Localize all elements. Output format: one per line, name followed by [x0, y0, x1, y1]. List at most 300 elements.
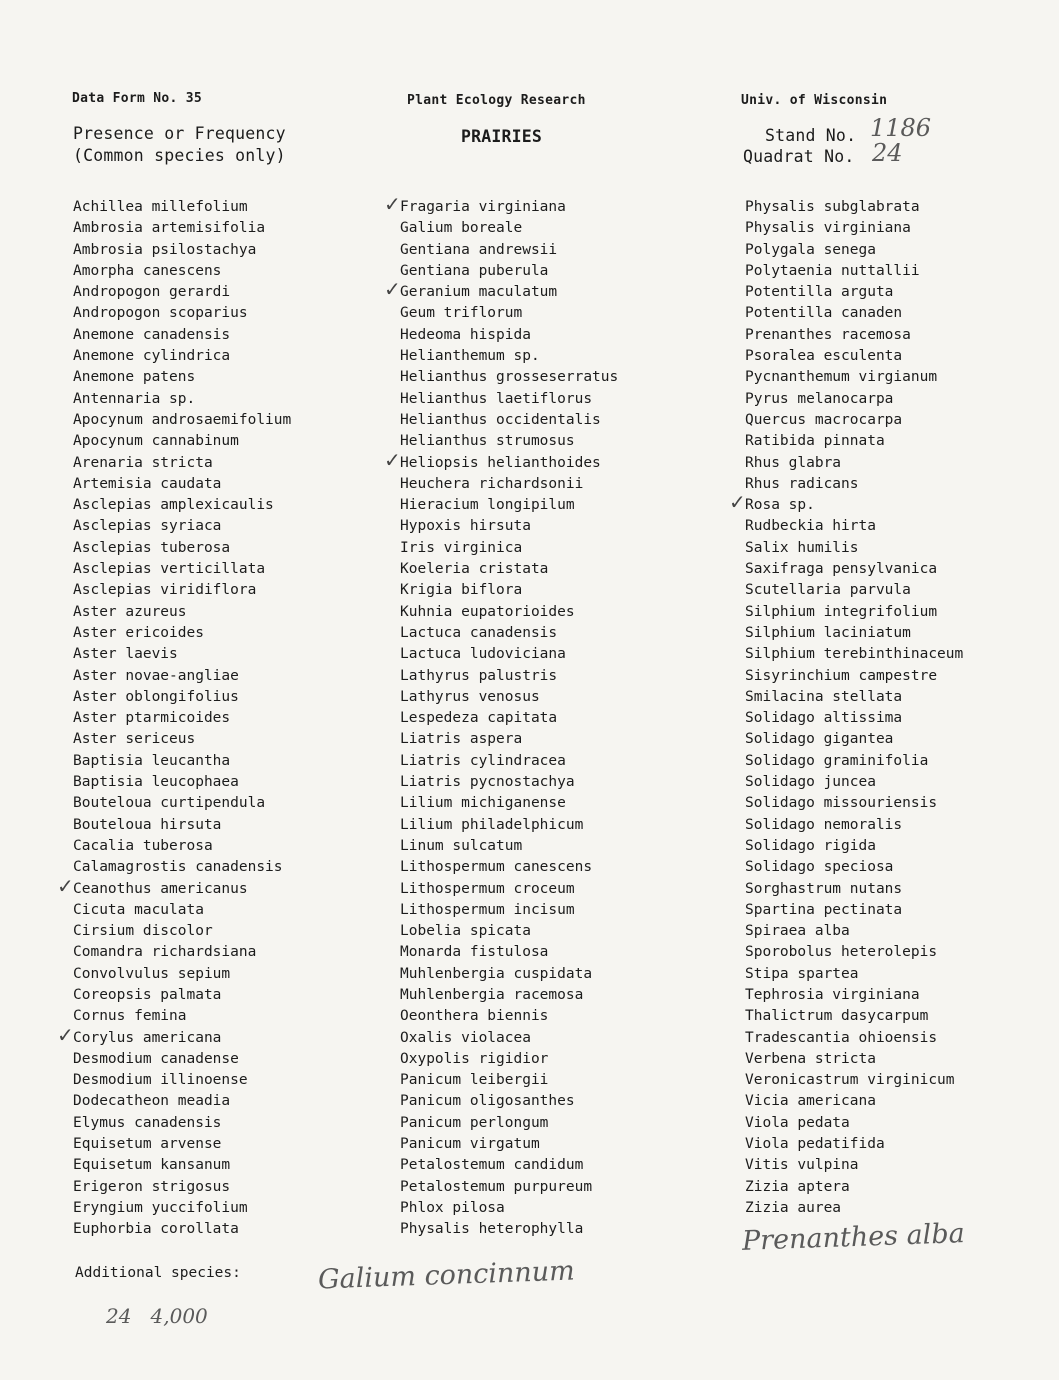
- species-item: [73, 964, 291, 985]
- species-item: [745, 346, 963, 367]
- species-item: [400, 346, 618, 367]
- species-name: Convolvulus sepium: [73, 965, 231, 982]
- species-name: Calamagrostis canadensis: [73, 859, 283, 876]
- species-name: Galium boreale: [400, 220, 523, 237]
- species-item: [400, 1091, 618, 1112]
- species-name: Phlox pilosa: [400, 1199, 505, 1216]
- species-name: Asclepias verticillata: [73, 561, 266, 578]
- species-name: Gentiana puberula: [400, 262, 549, 279]
- species-item: [400, 410, 618, 431]
- species-item: [73, 836, 291, 857]
- species-item: [400, 559, 618, 580]
- page-title: PRAIRIES: [461, 127, 543, 146]
- species-name: Aster azureus: [73, 603, 187, 620]
- species-name: Helianthus laetiflorus: [400, 390, 593, 407]
- species-name: Verbena stricta: [745, 1050, 876, 1067]
- species-name: Helianthus strumosus: [400, 433, 575, 450]
- species-name: Potentilla arguta: [745, 284, 894, 301]
- species-name: Fragaria virginiana: [400, 199, 566, 215]
- species-item: [400, 942, 618, 963]
- species-item: [400, 516, 618, 537]
- species-name: Lathyrus venosus: [400, 688, 540, 705]
- species-name: Aster sericeus: [73, 731, 196, 748]
- species-item: [73, 282, 291, 303]
- species-name: Apocynum cannabinum: [73, 433, 239, 450]
- species-name: Prenanthes racemosa: [745, 326, 911, 343]
- species-name: Asclepias viridiflora: [73, 582, 257, 599]
- species-name: Helianthus occidentalis: [400, 411, 601, 428]
- species-item: [745, 644, 963, 665]
- species-item: [73, 1049, 291, 1070]
- species-item: [400, 921, 618, 942]
- species-item: [400, 1049, 618, 1070]
- species-item: [73, 729, 291, 750]
- species-item: [400, 538, 618, 559]
- species-item: [73, 1006, 291, 1027]
- species-item: [400, 1028, 618, 1049]
- species-name: Ratibida pinnata: [745, 433, 885, 450]
- species-item: [73, 495, 291, 516]
- species-item: [400, 431, 618, 452]
- species-name: Petalostemum candidum: [400, 1157, 584, 1174]
- species-name: Solidago speciosa: [745, 859, 894, 876]
- check-mark-icon: ✓: [384, 447, 401, 472]
- species-item: [73, 580, 291, 601]
- species-name: Liatris pycnostachya: [400, 774, 575, 791]
- species-name: Sorghastrum nutans: [745, 880, 903, 897]
- species-name: Oxypolis rigidior: [400, 1050, 549, 1067]
- species-item: [73, 389, 291, 410]
- species-name: Solidago graminifolia: [745, 752, 929, 769]
- species-name: Comandra richardsiana: [73, 944, 257, 961]
- species-name: Anemone cylindrica: [73, 348, 231, 365]
- species-name: Solidago rigida: [745, 837, 876, 854]
- handwritten-footnote: 24 4,000: [106, 1304, 208, 1328]
- species-name: Stipa spartea: [745, 965, 859, 982]
- species-item: [745, 240, 963, 261]
- species-item: [73, 623, 291, 644]
- species-name: Vitis vulpina: [745, 1157, 859, 1174]
- species-item: [73, 410, 291, 431]
- species-name: Hypoxis hirsuta: [400, 518, 531, 535]
- species-name: Solidago gigantea: [745, 731, 894, 748]
- species-item: [73, 602, 291, 623]
- species-item: [745, 559, 963, 580]
- species-item: [745, 921, 963, 942]
- species-item: [745, 538, 963, 559]
- species-name: Aster ericoides: [73, 624, 204, 641]
- handwritten-prenanthes-alba: Prenanthes alba: [741, 1218, 966, 1257]
- species-name: Physalis heterophylla: [400, 1221, 584, 1238]
- species-name: Spartina pectinata: [745, 901, 903, 918]
- species-item: [73, 346, 291, 367]
- species-name: Hedeoma hispida: [400, 326, 531, 343]
- species-item: [73, 1134, 291, 1155]
- species-item: [73, 1177, 291, 1198]
- species-item: [73, 1155, 291, 1176]
- presence-title: Presence or Frequency: [73, 124, 286, 143]
- species-column-1: [57, 197, 292, 1241]
- species-item: [73, 559, 291, 580]
- species-item: [400, 1134, 618, 1155]
- species-item: [745, 218, 963, 239]
- species-name: Dodecatheon meadia: [73, 1093, 231, 1110]
- species-item: [400, 772, 618, 793]
- species-item: [745, 772, 963, 793]
- species-item: [400, 1113, 618, 1134]
- species-name: Lilium michiganense: [400, 795, 566, 812]
- species-item: [745, 729, 963, 750]
- species-name: Quercus macrocarpa: [745, 411, 903, 428]
- species-item: [745, 453, 963, 474]
- species-item: [57, 1022, 291, 1049]
- species-item: [400, 495, 618, 516]
- species-item: [73, 474, 291, 495]
- species-item: [745, 942, 963, 963]
- species-item: [384, 277, 618, 303]
- species-name: Anemone patens: [73, 369, 196, 386]
- species-name: Zizia aurea: [745, 1199, 842, 1216]
- species-name: Saxifraga pensylvanica: [745, 561, 938, 578]
- species-name: Muhlenbergia racemosa: [400, 986, 584, 1003]
- species-item: [745, 1049, 963, 1070]
- species-name: Aster laevis: [73, 646, 178, 663]
- species-item: [400, 1198, 618, 1219]
- species-item: [400, 815, 618, 836]
- species-name: Viola pedata: [745, 1114, 850, 1131]
- species-name: Euphorbia corollata: [73, 1221, 239, 1238]
- species-item: [745, 666, 963, 687]
- species-item: [73, 687, 291, 708]
- species-name: Silphium terebinthinaceum: [745, 646, 964, 663]
- species-item: [400, 261, 618, 282]
- species-name: Solidago missouriensis: [745, 795, 938, 812]
- species-item: [745, 325, 963, 346]
- species-item: [73, 538, 291, 559]
- species-name: Polygala senega: [745, 241, 876, 258]
- species-item: [400, 1155, 618, 1176]
- species-item: [73, 453, 291, 474]
- species-name: Lathyrus palustris: [400, 667, 558, 684]
- species-name: Solidago altissima: [745, 710, 903, 727]
- species-name: Panicum leibergii: [400, 1072, 549, 1089]
- species-item: [73, 1113, 291, 1134]
- species-item: [400, 1219, 618, 1240]
- university-name: Univ. of Wisconsin: [741, 93, 888, 108]
- species-item: [73, 815, 291, 836]
- species-item: [400, 751, 618, 772]
- species-name: Solidago nemoralis: [745, 816, 903, 833]
- check-mark-icon: ✓: [729, 490, 746, 515]
- species-item: [73, 303, 291, 324]
- species-name: Equisetum arvense: [73, 1136, 222, 1153]
- species-column-3: [729, 197, 964, 1219]
- species-name: Lobelia spicata: [400, 923, 531, 940]
- species-name: Vicia americana: [745, 1093, 876, 1110]
- species-item: [400, 325, 618, 346]
- species-name: Tephrosia virginiana: [745, 986, 920, 1003]
- species-item: [73, 516, 291, 537]
- species-name: Corylus americana: [73, 1029, 222, 1046]
- species-name: Antennaria sp.: [73, 390, 196, 407]
- additional-species-label: Additional species:: [75, 1265, 241, 1281]
- species-name: Spiraea alba: [745, 923, 850, 940]
- species-item: [745, 1091, 963, 1112]
- species-name: Geum triflorum: [400, 305, 523, 322]
- species-name: Erigeron strigosus: [73, 1178, 231, 1195]
- species-item: [729, 490, 963, 516]
- species-name: Ambrosia artemisifolia: [73, 220, 266, 237]
- species-name: Lespedeza capitata: [400, 710, 558, 727]
- species-name: Lilium philadelphicum: [400, 816, 584, 833]
- species-name: Muhlenbergia cuspidata: [400, 965, 593, 982]
- quadrat-value: 24: [872, 139, 903, 167]
- species-item: [400, 836, 618, 857]
- species-name: Ceanothus americanus: [73, 880, 248, 897]
- species-item: [73, 942, 291, 963]
- species-item: [400, 1006, 618, 1027]
- species-name: Helianthus grosseserratus: [400, 369, 619, 386]
- species-name: Bouteloua hirsuta: [73, 816, 222, 833]
- species-item: [745, 261, 963, 282]
- check-mark-icon: ✓: [384, 192, 401, 216]
- species-name: Andropogon gerardi: [73, 284, 231, 301]
- species-name: Rudbeckia hirta: [745, 518, 876, 535]
- species-name: Zizia aptera: [745, 1178, 850, 1195]
- species-name: Rhus glabra: [745, 454, 842, 471]
- species-item: [745, 580, 963, 601]
- species-name: Panicum perlongum: [400, 1114, 549, 1131]
- species-name: Artemisia caudata: [73, 475, 222, 492]
- species-name: Desmodium illinoense: [73, 1072, 248, 1089]
- species-item: [73, 1219, 291, 1240]
- species-name: Apocynum androsaemifolium: [73, 411, 292, 428]
- species-item: [745, 1113, 963, 1134]
- species-item: [400, 303, 618, 324]
- species-item: [745, 431, 963, 452]
- handwritten-galium-concinnum: Galium concinnum: [317, 1255, 576, 1296]
- species-name: Salix humilis: [745, 539, 859, 556]
- species-name: Rhus radicans: [745, 475, 859, 492]
- species-name: Polytaenia nuttallii: [745, 262, 920, 279]
- species-item: [400, 240, 618, 261]
- form-number: Data Form No. 35: [72, 91, 203, 106]
- species-item: [745, 474, 963, 495]
- species-name: Coreopsis palmata: [73, 986, 222, 1003]
- species-name: Lactuca ludoviciana: [400, 646, 566, 663]
- species-item: [73, 921, 291, 942]
- species-item: [73, 793, 291, 814]
- species-name: Asclepias syriaca: [73, 518, 222, 535]
- species-name: Kuhnia eupatorioides: [400, 603, 575, 620]
- species-name: Oeonthera biennis: [400, 1008, 549, 1025]
- species-name: Liatris cylindracea: [400, 752, 566, 769]
- species-name: Cicuta maculata: [73, 901, 204, 918]
- species-item: [400, 729, 618, 750]
- species-name: Elymus canadensis: [73, 1114, 222, 1131]
- species-item: [745, 1006, 963, 1027]
- species-item: [400, 623, 618, 644]
- species-name: Physalis subglabrata: [745, 199, 920, 215]
- species-item: [745, 1028, 963, 1049]
- species-item: [745, 1177, 963, 1198]
- species-name: Pycnanthemum virgianum: [745, 369, 938, 386]
- species-item: [73, 708, 291, 729]
- species-name: Amorpha canescens: [73, 262, 222, 279]
- species-name: Scutellaria parvula: [745, 582, 911, 599]
- species-name: Panicum oligosanthes: [400, 1093, 575, 1110]
- species-item: [745, 1155, 963, 1176]
- check-mark-icon: ✓: [384, 277, 401, 302]
- species-item: [745, 857, 963, 878]
- species-item: [745, 367, 963, 388]
- check-mark-icon: ✓: [57, 873, 74, 898]
- species-item: [73, 900, 291, 921]
- species-item: [400, 708, 618, 729]
- species-item: [400, 644, 618, 665]
- species-item: [400, 580, 618, 601]
- species-name: Linum sulcatum: [400, 837, 523, 854]
- species-item: [384, 192, 618, 218]
- species-name: Anemone canadensis: [73, 326, 231, 343]
- species-name: Iris virginica: [400, 539, 523, 556]
- species-name: Viola pedatifida: [745, 1136, 885, 1153]
- species-name: Panicum virgatum: [400, 1136, 540, 1153]
- species-item: [73, 772, 291, 793]
- species-name: Ambrosia psilostachya: [73, 241, 257, 258]
- species-item: [400, 666, 618, 687]
- species-item: [400, 389, 618, 410]
- species-name: Silphium integrifolium: [745, 603, 938, 620]
- species-item: [745, 623, 963, 644]
- species-item: [745, 793, 963, 814]
- species-name: Cornus femina: [73, 1008, 187, 1025]
- species-item: [73, 367, 291, 388]
- species-item: [745, 815, 963, 836]
- species-item: [745, 985, 963, 1006]
- species-item: [745, 708, 963, 729]
- species-item: [73, 218, 291, 239]
- species-name: Veronicastrum virginicum: [745, 1072, 955, 1089]
- species-item: [73, 431, 291, 452]
- species-name: Smilacina stellata: [745, 688, 903, 705]
- species-item: [745, 516, 963, 537]
- species-name: Pyrus melanocarpa: [745, 390, 894, 407]
- species-item: [745, 836, 963, 857]
- species-item: [73, 644, 291, 665]
- species-name: Sisyrinchium campestre: [745, 667, 938, 684]
- species-item: [400, 857, 618, 878]
- species-name: Equisetum kansanum: [73, 1157, 231, 1174]
- species-name: Solidago juncea: [745, 774, 876, 791]
- species-name: Physalis virginiana: [745, 220, 911, 237]
- species-item: [745, 1134, 963, 1155]
- species-name: Baptisia leucophaea: [73, 774, 239, 791]
- species-name: Heuchera richardsonii: [400, 475, 584, 492]
- species-name: Asclepias amplexicaulis: [73, 497, 274, 514]
- species-name: Sporobolus heterolepis: [745, 944, 938, 961]
- species-item: [73, 325, 291, 346]
- species-name: Heliopsis helianthoides: [400, 454, 601, 471]
- species-item: [73, 985, 291, 1006]
- species-item: [400, 1070, 618, 1091]
- species-item: [745, 389, 963, 410]
- species-name: Koeleria cristata: [400, 561, 549, 578]
- species-item: [73, 751, 291, 772]
- species-item: [400, 367, 618, 388]
- species-name: Rosa sp.: [745, 497, 815, 514]
- species-item: [73, 240, 291, 261]
- species-item: [384, 447, 618, 474]
- species-item: [400, 879, 618, 900]
- species-item: [745, 282, 963, 303]
- species-name: Monarda fistulosa: [400, 944, 549, 961]
- species-name: Hieracium longipilum: [400, 497, 575, 514]
- species-name: Aster oblongifolius: [73, 688, 239, 705]
- species-item: [400, 793, 618, 814]
- species-item: [73, 197, 291, 218]
- species-name: Lithospermum incisum: [400, 901, 575, 918]
- species-item: [745, 197, 963, 218]
- species-item: [400, 218, 618, 239]
- species-name: Lactuca canadensis: [400, 624, 558, 641]
- species-item: [73, 261, 291, 282]
- species-item: [745, 687, 963, 708]
- species-name: Achillea millefolium: [73, 199, 248, 215]
- species-item: [745, 964, 963, 985]
- species-item: [400, 964, 618, 985]
- quadrat-label: Quadrat No.: [743, 147, 855, 166]
- species-name: Aster ptarmicoides: [73, 710, 231, 727]
- species-name: Arenaria stricta: [73, 454, 213, 471]
- species-item: [73, 1091, 291, 1112]
- species-item: [745, 900, 963, 921]
- species-name: Lithospermum croceum: [400, 880, 575, 897]
- species-name: Bouteloua curtipendula: [73, 795, 266, 812]
- species-name: Aster novae-angliae: [73, 667, 239, 684]
- lab-name: Plant Ecology Research: [407, 93, 586, 108]
- species-item: [400, 1177, 618, 1198]
- species-item: [400, 602, 618, 623]
- species-name: Krigia biflora: [400, 582, 523, 599]
- species-item: [400, 687, 618, 708]
- species-name: Cacalia tuberosa: [73, 837, 213, 854]
- species-name: Andropogon scoparius: [73, 305, 248, 322]
- species-item: [73, 1070, 291, 1091]
- species-item: [73, 857, 291, 878]
- species-item: [73, 1198, 291, 1219]
- species-item: [400, 985, 618, 1006]
- species-name: Potentilla canaden: [745, 305, 903, 322]
- species-name: Eryngium yuccifolium: [73, 1199, 248, 1216]
- stand-label: Stand No.: [765, 126, 857, 145]
- species-item: [745, 410, 963, 431]
- species-item: [745, 1070, 963, 1091]
- presence-subtitle: (Common species only): [73, 146, 286, 165]
- species-name: Desmodium canadense: [73, 1050, 239, 1067]
- species-column-2: [384, 192, 619, 1241]
- species-name: Geranium maculatum: [400, 284, 558, 301]
- species-name: Gentiana andrewsii: [400, 241, 558, 258]
- species-item: [400, 474, 618, 495]
- species-name: Liatris aspera: [400, 731, 523, 748]
- species-name: Cirsium discolor: [73, 923, 213, 940]
- species-name: Helianthemum sp.: [400, 348, 540, 365]
- species-name: Baptisia leucantha: [73, 752, 231, 769]
- check-mark-icon: ✓: [57, 1022, 74, 1047]
- species-item: [745, 751, 963, 772]
- species-name: Tradescantia ohioensis: [745, 1029, 938, 1046]
